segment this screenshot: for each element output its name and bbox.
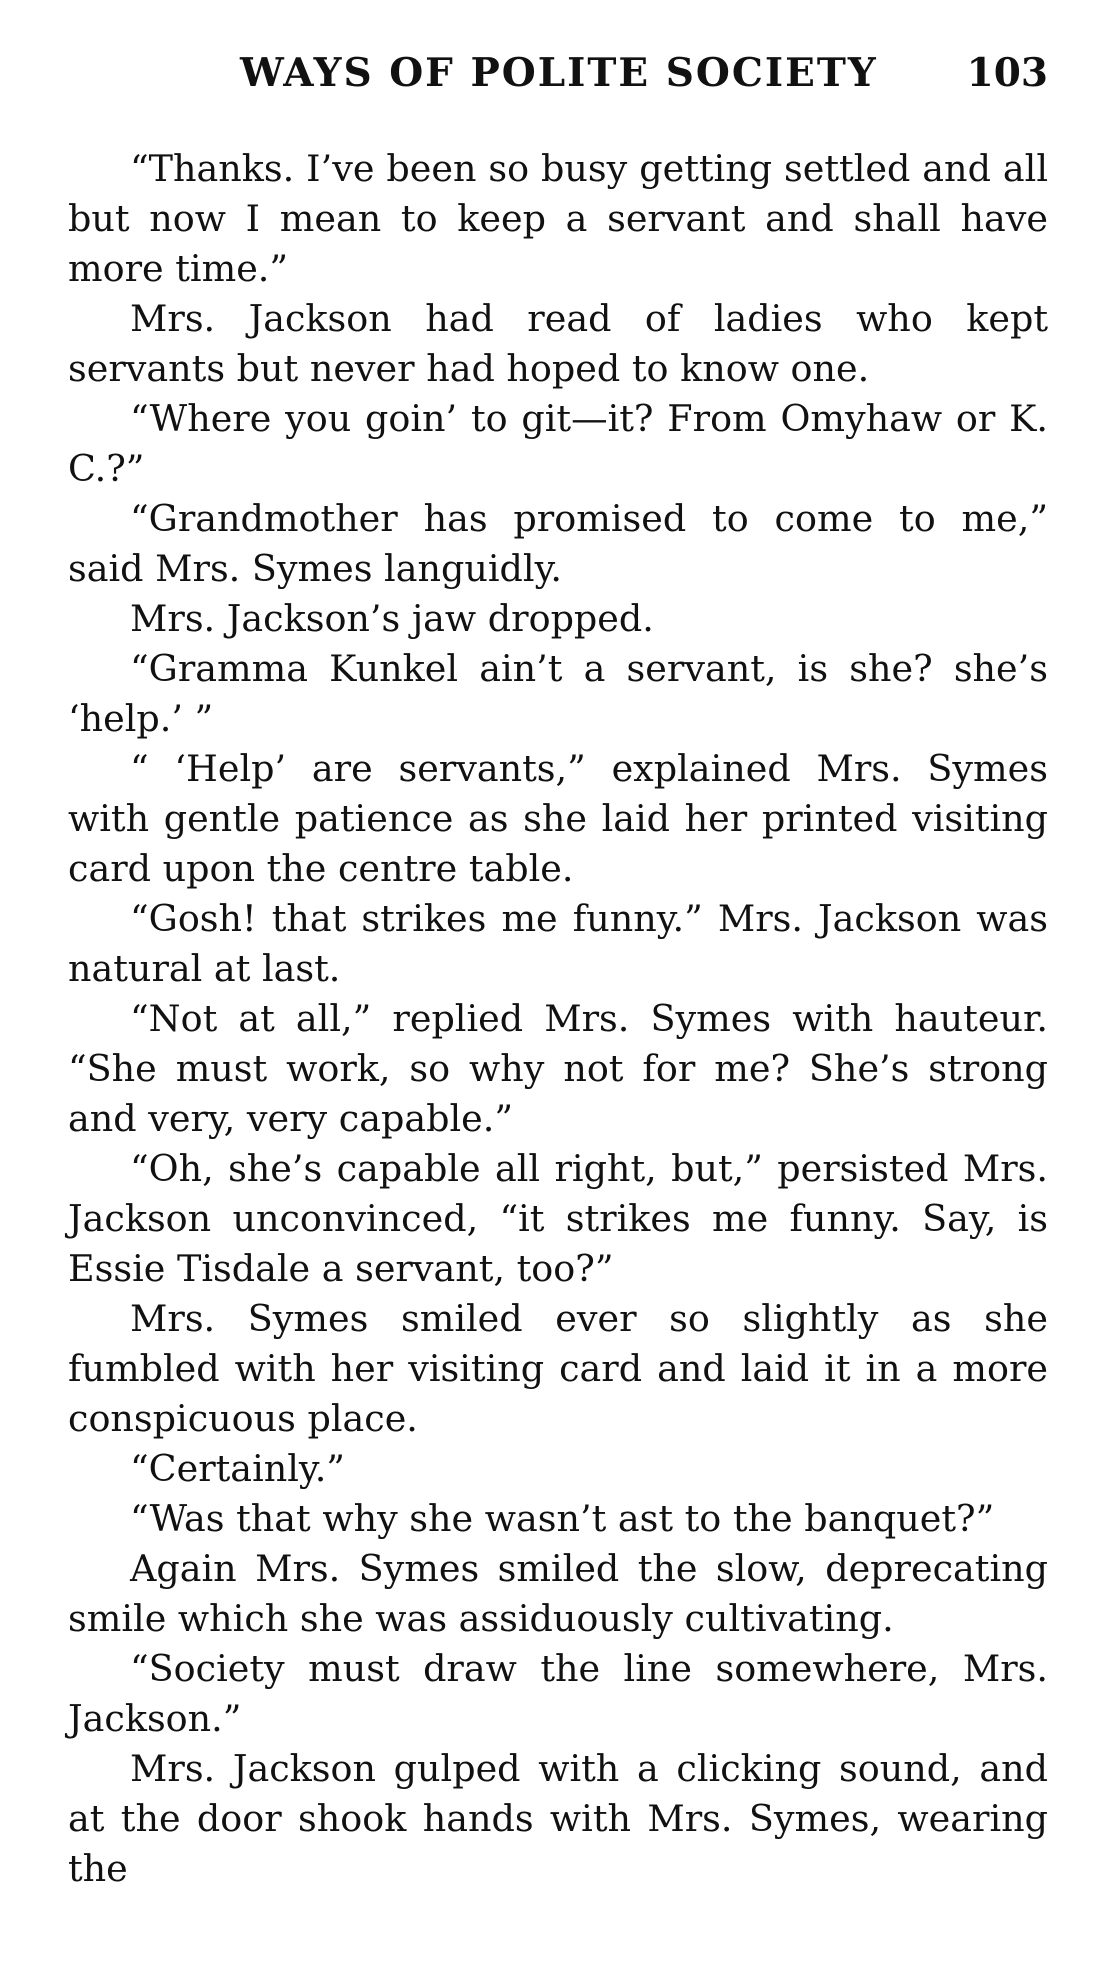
paragraph: “Certainly.” — [130, 1447, 345, 1490]
book-page — [68, 50, 1048, 1894]
paragraph: Mrs. Jackson gulped with a clicking sound, and at the door shook hands with Mrs. Symes, wearing the — [68, 1747, 1048, 1890]
paragraph: “Where you goin’ to git—it? From Omyhaw or K. C.?” — [68, 397, 1048, 490]
paragraph: “Grandmother has promised to come to me,” said Mrs. Symes languidly. — [68, 497, 1048, 590]
paragraph: “Gosh! that strikes me funny.” Mrs. Jackson was natural at last. — [68, 897, 1048, 990]
paragraph: “Not at all,” replied Mrs. Symes with hauteur. “She must work, so why not for me? She’s strong and very, very capable.” — [68, 997, 1048, 1140]
paragraph: Mrs. Jackson had read of ladies who kept servants but never had hoped to know one. — [68, 297, 1048, 390]
paragraph: “Gramma Kunkel ain’t a servant, is she? she’s ‘help.’ ” — [68, 647, 1048, 740]
paragraph: Mrs. Jackson’s jaw dropped. — [130, 597, 654, 640]
paragraph: “Oh, she’s capable all right, but,” persisted Mrs. Jackson unconvinced, “it strikes me funny. Say, is Essie Tisdale a servant, too?” — [68, 1147, 1048, 1290]
page-header — [68, 50, 1048, 110]
page-number: 103 — [966, 50, 1048, 96]
paragraph: Mrs. Symes smiled ever so slightly as she fumbled with her visiting card and laid it in a more conspicuous place. — [68, 1297, 1048, 1440]
body-text — [68, 144, 1048, 1894]
paragraph: Again Mrs. Symes smiled the slow, deprecating smile which she was assiduously cultivating. — [68, 1547, 1048, 1640]
paragraph: “ ‘Help’ are servants,” explained Mrs. Symes with gentle patience as she laid her printed visiting card upon the centre table. — [68, 747, 1048, 890]
paragraph: “Society must draw the line somewhere, Mrs. Jackson.” — [68, 1647, 1048, 1740]
paragraph: “Was that why she wasn’t ast to the banquet?” — [130, 1497, 995, 1540]
running-title: WAYS OF POLITE SOCIETY — [240, 50, 878, 96]
paragraph: “Thanks. I’ve been so busy getting settled and all but now I mean to keep a servant and shall have more time.” — [68, 147, 1048, 290]
